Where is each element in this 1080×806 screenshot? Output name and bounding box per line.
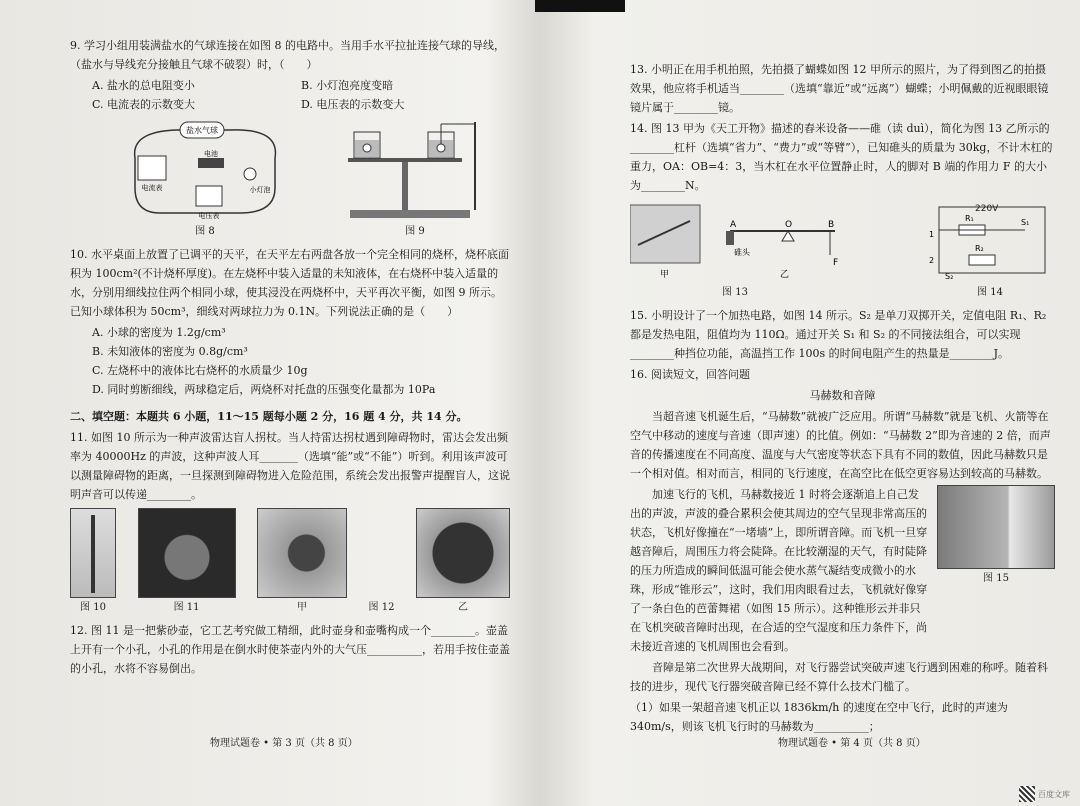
- fig13-label-b: B: [828, 220, 835, 230]
- fig13-caption: 图 13: [722, 287, 748, 298]
- figure-11: [138, 508, 236, 617]
- fig14-node-2: 2: [929, 256, 935, 265]
- balance-diagram: [340, 118, 490, 222]
- q12-stem: 12. 图 11 是一把紫砂壶，它工艺考究做工精细，此时壶身和壶嘴构成一个________。壶盖上开有一个小孔，小孔的作用是在倒水时使茶壶内外的大气压__________，若用手按住壶盖的小孔，水将不容易倒出。: [70, 624, 510, 675]
- right-footer: 物理试题卷 • 第 4 页（共 8 页）: [778, 738, 926, 749]
- q9-stem: 9. 学习小组用装满盐水的气球连接在如图 8 的电路中。当用手水平拉扯连接气球的导线，（盐水与导线充分接触且气球不破裂）时，（ ）: [70, 39, 505, 71]
- figure-8: [120, 118, 290, 241]
- article-para-3: 音障是第二次世界大战期间，对飞行器尝试突破声速飞行遇到困难的称呼。随着科技的进步，现代飞行器突破音障已经不算什么技术门槛了。: [630, 661, 1048, 693]
- circuit-diagram: [120, 118, 290, 222]
- fig13-pestle-label: 碓头: [734, 248, 750, 257]
- fig13-14-row: [630, 199, 1055, 302]
- q9-option-c: C. 电流表的示数变大: [92, 98, 196, 111]
- fig15-caption: 图 15: [983, 573, 1009, 584]
- left-footer: 物理试题卷 • 第 3 页（共 8 页）: [210, 738, 358, 749]
- q9-option-d: D. 电压表的示数变大: [301, 98, 405, 111]
- fig13-jia: 甲: [660, 270, 670, 280]
- fig14-s2-label: S₂: [945, 272, 954, 281]
- para2-row: [630, 485, 1055, 658]
- figure-12-yi: [416, 508, 510, 617]
- figure-15: [937, 485, 1055, 658]
- q13-stem: 13. 小明正在用手机拍照，先拍摄了蝴蝶如图 12 甲所示的照片，为了得到图乙的拍摄效果，他应将手机适当________（选填“靠近”或“远离”）蝴蝶；小明佩戴的近视眼眼镜镜片属于________镜。: [630, 63, 1049, 114]
- fig8-voltmeter-label: 电压表: [198, 212, 220, 220]
- fig8-battery-label: 电池: [204, 150, 218, 158]
- fig13-label-a: A: [730, 220, 737, 230]
- fig13-yi: 乙: [780, 270, 790, 280]
- article-para-2: 加速飞行的飞机，马赫数接近 1 时将会逐渐追上自己发出的声波，声波的叠合累积会使其周边的空气呈现非常高压的状态，飞机好像撞在“一堵墙”上，即所谓音障。而飞机一旦穿越音障后，周围压力将会陡降。在比较潮湿的天气，有时陡降的压力所造成的瞬间低温可能会使水蒸气凝结变成微小的水珠，形成“锥形云”，这时，我们用肉眼看过去，飞机就好像穿了一条白色的芭蕾舞裙（如图 15 所示）。这种锥形云并非只在飞机突破音障时出现，在合适的空气湿度和压力条件下，尚未接近音速的飞机周围也会看到。: [630, 488, 928, 653]
- figure-10: [70, 508, 116, 617]
- fig14-node-1: 1: [929, 230, 935, 239]
- right-page: [630, 60, 1055, 738]
- fig10-12-row: [70, 508, 510, 617]
- fig10-caption: 图 10: [80, 602, 106, 613]
- fig12-jia-caption: 甲: [297, 602, 308, 613]
- q14-stem: 14. 图 13 甲为《天工开物》描述的舂米设备——碓（读 duì），简化为图 13 乙所示的________杠杆（选填“省力”、“费力”或“等臂”），已知碓头的质量为 30kg，不计木杠的重力，OA：OB=4：3，当木杠在水平位置静止时，人的脚对 B 端的作用力 F 的大小为________N。: [630, 122, 1053, 192]
- q9-option-a: A. 盐水的总电阻变小: [92, 79, 195, 92]
- q15-stem: 15. 小明设计了一个加热电路，如图 14 所示。S₂ 是单刀双掷开关，定值电阻 R₁、R₂ 都是发热电阻，阻值均为 110Ω。通过开关 S₁ 和 S₂ 的不同接法组合，可以实现________种挡位功能，高温挡工作 100s 的时间电阻产生的热量是________J。: [630, 309, 1047, 360]
- left-page: [70, 36, 510, 680]
- fig13-label-f: F: [833, 258, 839, 268]
- fig8-balloon-label: 盐水气球: [186, 126, 218, 135]
- qr-icon: [1019, 786, 1035, 802]
- figure-9: [340, 118, 490, 241]
- fig14-s1-label: S₁: [1021, 218, 1030, 227]
- figure-13: [630, 203, 840, 302]
- article-title: 马赫数和音障: [809, 389, 876, 402]
- fig12-yi-caption: 乙: [457, 602, 468, 613]
- q16-stem: 16. 阅读短文，回答问题: [630, 368, 750, 381]
- q10-stem: 10. 水平桌面上放置了已调平的天平，在天平左右两盘各放一个完全相同的烧杯，烧杯底面积为 100cm²(不计烧杯厚度)。在左烧杯中装入适量的未知液体，在右烧杯中装入适量的水，分别用细线拉住两个相同小球，使其浸没在两烧杯中，天平再次平衡，如图 9 所示。已知小球体积为 50cm³，细线对两球拉力为 0.1N。下列说法正确的是（ ）: [70, 248, 509, 318]
- fig11-caption: 图 11: [173, 602, 200, 613]
- fig13-label-o: O: [785, 220, 793, 230]
- q11-stem: 11. 如图 10 所示为一种声波雷达盲人拐杖。当人持雷达拐杖遇到障碍物时，雷达会发出频率为 40000Hz 的声波，这种声波人耳_______（选填“能”或“不能”）听到。利用该声波可以测量障碍物的距离，一旦探测到障碍物进入危险范围，系统会发出报警声提醒盲人，这说明声音可以传递________。: [70, 431, 510, 501]
- q9-options: [70, 76, 510, 114]
- butterfly-photo-jia: [257, 508, 347, 598]
- fig8-caption: 图 8: [195, 226, 215, 237]
- fig14-voltage-label: 220V: [975, 204, 999, 214]
- lever-diagram: [630, 203, 840, 283]
- fig8-ammeter-label: 电流表: [141, 184, 163, 192]
- butterfly-photo-yi: [416, 508, 510, 598]
- radar-cane-photo: [70, 508, 116, 598]
- q10-option-a: A. 小球的密度为 1.2g/cm³: [92, 326, 226, 339]
- q9-option-b: B. 小灯泡亮度变暗: [301, 79, 394, 92]
- figure-14: [925, 199, 1055, 302]
- article-para-1: 当超音速飞机诞生后，“马赫数”就被广泛应用。所谓“马赫数”就是飞机、火箭等在空气中移动的速度与音速（即声速）的比值。例如：“马赫数 2”即为音速的 2 倍，而声音的传播速度在不同高度、温度与大气密度等状态下具有不同的数值，因此马赫数只是一个相对值。相对而言，相同的飞行速度，在高空比在低空更容易达到较高的马赫数。: [630, 410, 1051, 480]
- section-2-heading: 二、填空题：本题共 6 小题，11～15 题每小题 2 分，16 题 4 分，共 14 分。: [70, 410, 468, 423]
- q10-option-b: B. 未知液体的密度为 0.8g/cm³: [92, 345, 248, 358]
- fig9-caption: 图 9: [405, 226, 425, 237]
- q10-option-d: D. 同时剪断细线，两球稳定后，两烧杯对托盘的压强变化量都为 10Pa: [92, 383, 436, 396]
- q10-option-c: C. 左烧杯中的液体比右烧杯的水质量少 10g: [92, 364, 308, 377]
- teapot-photo: [138, 508, 236, 598]
- fig14-r2-label: R₂: [975, 244, 984, 253]
- figure-12-jia: [257, 508, 347, 617]
- fig8-bulb-label: 小灯泡: [249, 186, 271, 194]
- heating-circuit-diagram: [925, 199, 1055, 283]
- fig8-9-row: [70, 118, 510, 241]
- fig12-caption: 图 12: [368, 602, 395, 613]
- watermark: [1019, 786, 1070, 802]
- fig14-r1-label: R₁: [965, 214, 974, 223]
- binding-shadow: [535, 0, 625, 12]
- q16-sub1: （1）如果一架超音速飞机正以 1836km/h 的速度在空中飞行，此时的声速为 340m/s，则该飞机飞行时的马赫数为__________；: [630, 701, 1008, 733]
- figure-12-caption-wrap: [369, 598, 395, 617]
- fig14-caption: 图 14: [977, 287, 1003, 298]
- watermark-text: 百度文库: [1038, 789, 1070, 799]
- supersonic-jet-photo: [937, 485, 1055, 569]
